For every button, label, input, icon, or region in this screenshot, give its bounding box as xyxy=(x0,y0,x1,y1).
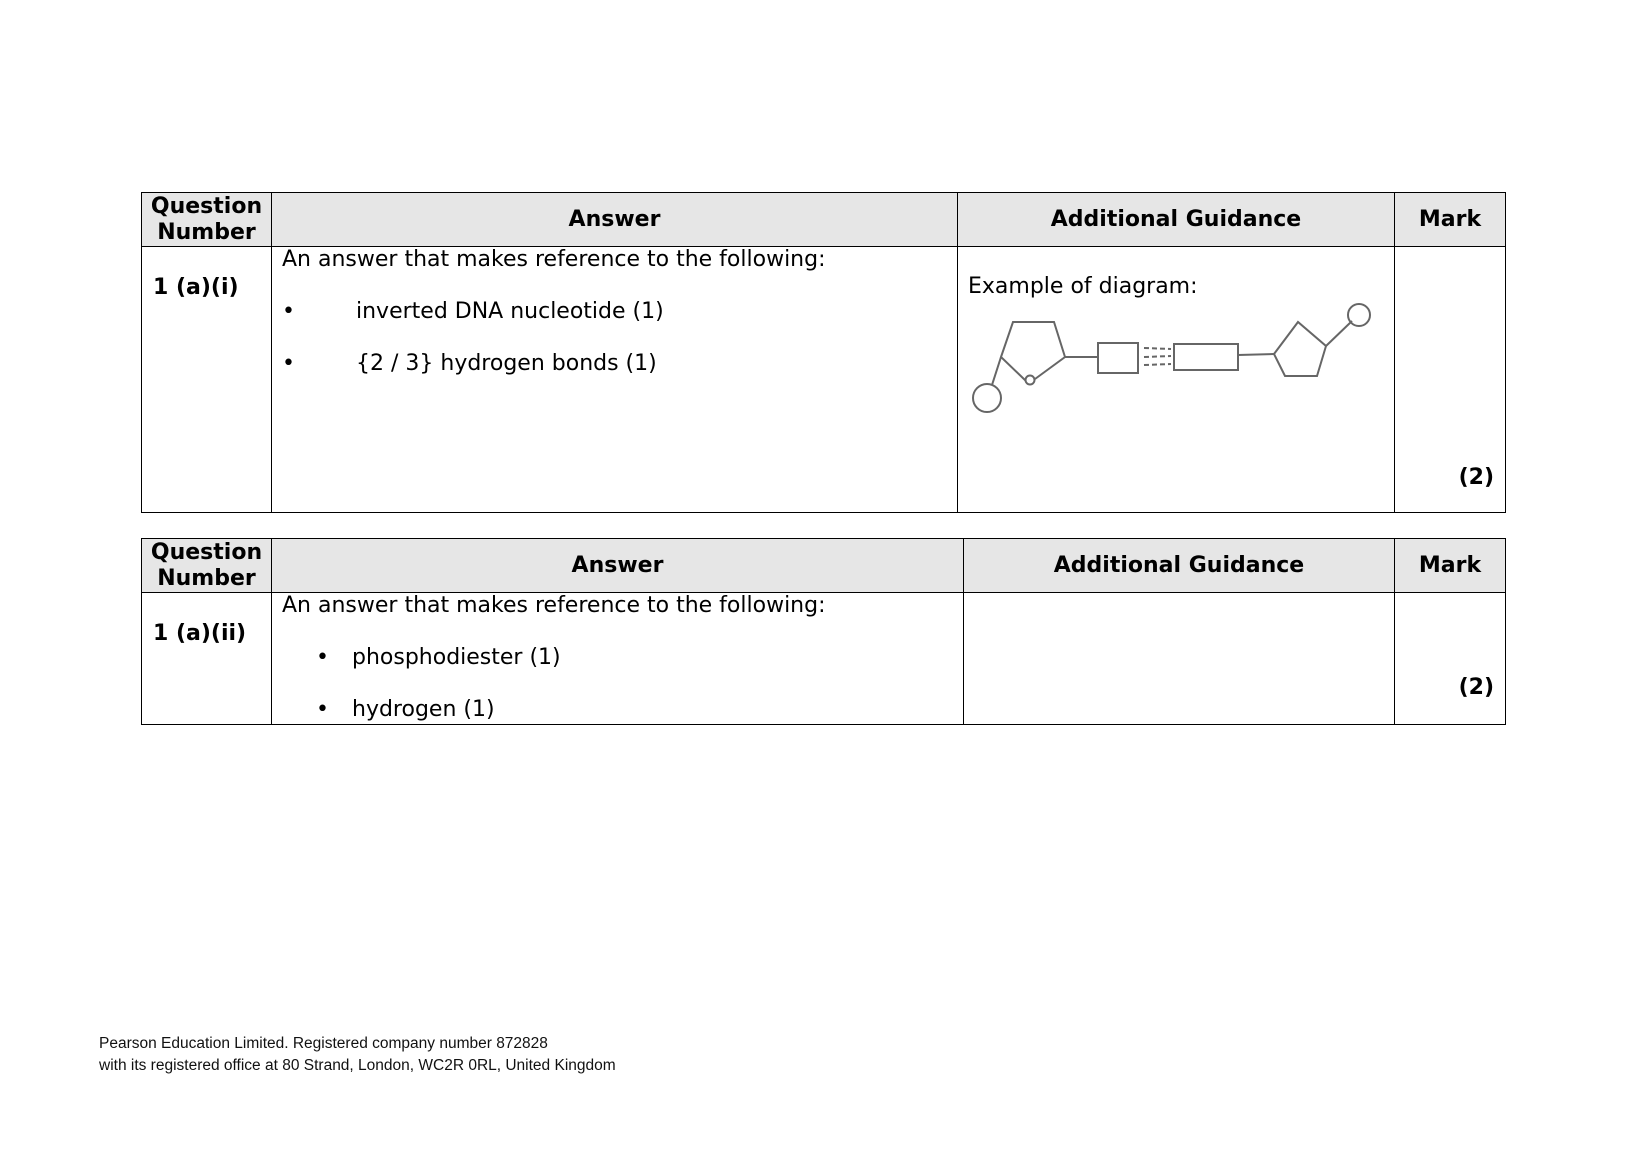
list-item: • {2 / 3} hydrogen bonds (1) xyxy=(282,351,657,376)
list-item: • inverted DNA nucleotide (1) xyxy=(282,299,664,324)
table-row xyxy=(142,593,1506,725)
header-additional-guidance: Additional Guidance xyxy=(958,193,1395,247)
bullet-icon: • xyxy=(282,351,295,376)
mark-value: (2) xyxy=(1458,675,1494,700)
table-row xyxy=(142,247,1506,513)
guidance-text: Example of diagram: xyxy=(968,274,1198,299)
footer-line: with its registered office at 80 Strand, London, WC2R 0RL, United Kingdom xyxy=(99,1057,616,1074)
header-row xyxy=(142,193,1506,247)
header-answer: Answer xyxy=(272,539,964,593)
header-mark: Mark xyxy=(1395,539,1506,593)
list-item: • hydrogen (1) xyxy=(316,697,495,722)
bullet-icon: • xyxy=(282,299,295,324)
bullet-icon: • xyxy=(316,697,329,722)
question-number: 1 (a)(i) xyxy=(142,247,272,513)
mark-cell xyxy=(1395,247,1506,513)
question-number: 1 (a)(ii) xyxy=(142,593,272,725)
header-additional-guidance: Additional Guidance xyxy=(964,539,1395,593)
answer-bullets xyxy=(282,299,947,377)
page-footer xyxy=(99,1033,616,1077)
answer-cell xyxy=(272,247,958,513)
guidance-cell xyxy=(964,593,1395,725)
header-question-number: Question Number xyxy=(142,193,272,247)
answer-lead: An answer that makes reference to the following: xyxy=(282,593,826,618)
footer-line: Pearson Education Limited. Registered company number 872828 xyxy=(99,1035,548,1052)
mark-cell xyxy=(1395,593,1506,725)
header-answer: Answer xyxy=(272,193,958,247)
mark-value: (2) xyxy=(1458,465,1494,490)
bullet-icon: • xyxy=(316,645,329,670)
header-row xyxy=(142,539,1506,593)
guidance-cell xyxy=(958,247,1395,513)
mark-scheme-table-1a-i xyxy=(141,192,1506,513)
header-question-number: Question Number xyxy=(142,539,272,593)
mark-scheme-table-1a-ii xyxy=(141,538,1506,725)
answer-bullets xyxy=(282,645,953,723)
answer-cell xyxy=(272,593,964,725)
header-mark: Mark xyxy=(1395,193,1506,247)
nucleotide-pair-diagram xyxy=(968,302,1378,422)
list-item: • phosphodiester (1) xyxy=(316,645,561,670)
answer-lead: An answer that makes reference to the following: xyxy=(282,247,826,272)
